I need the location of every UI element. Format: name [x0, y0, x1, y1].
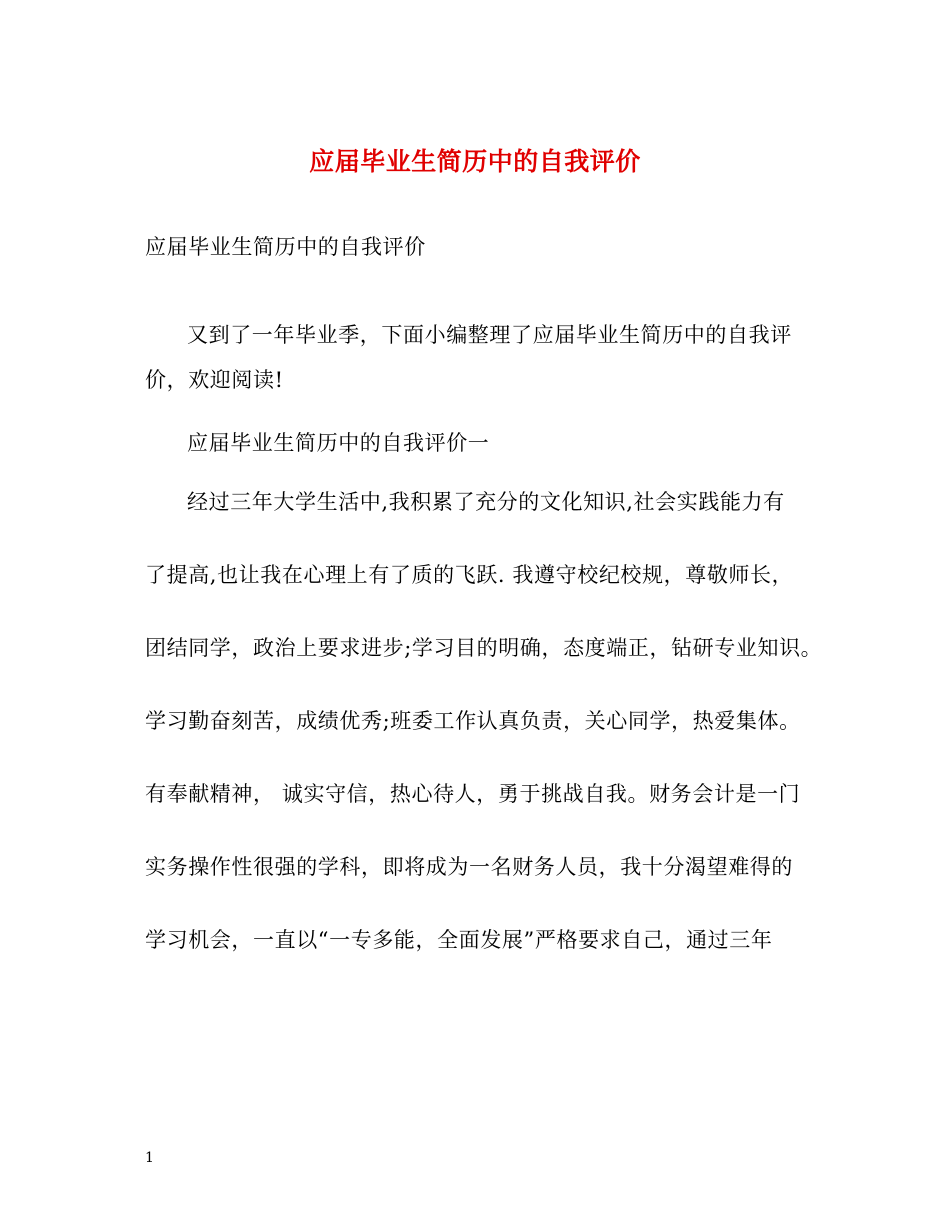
- page-number: 1: [145, 1150, 154, 1166]
- text-line-heading: 应届毕业生简历中的自我评价: [145, 235, 426, 259]
- text-line: 又到了一年毕业季，下面小编整理了应届毕业生简历中的自我评: [187, 323, 792, 347]
- text-line: 有奉献精神， 诚实守信，热心待人，勇于挑战自我。财务会计是一门: [145, 782, 801, 806]
- text-line: 了提高,也让我在心理上有了质的飞跃. 我遵守校纪校规，尊敬师长，: [145, 563, 794, 587]
- text-line: 价，欢迎阅读!: [145, 368, 284, 392]
- text-line-subheading: 应届毕业生简历中的自我评价一: [187, 431, 490, 455]
- text-line: 实务操作性很强的学科，即将成为一名财务人员，我十分渴望难得的: [145, 855, 793, 879]
- text-line: 团结同学，政治上要求进步;学习目的明确，态度端正，钻研专业知识。: [145, 636, 823, 660]
- text-line: 学习机会，一直以“一专多能，全面发展”严格要求自己，通过三年: [145, 928, 773, 952]
- text-line: 学习勤奋刻苦，成绩优秀;班委工作认真负责，关心同学，热爱集体。: [145, 709, 801, 733]
- document-title: 应届毕业生简历中的自我评价: [309, 147, 641, 176]
- text-line: 经过三年大学生活中,我积累了充分的文化知识,社会实践能力有: [187, 490, 785, 514]
